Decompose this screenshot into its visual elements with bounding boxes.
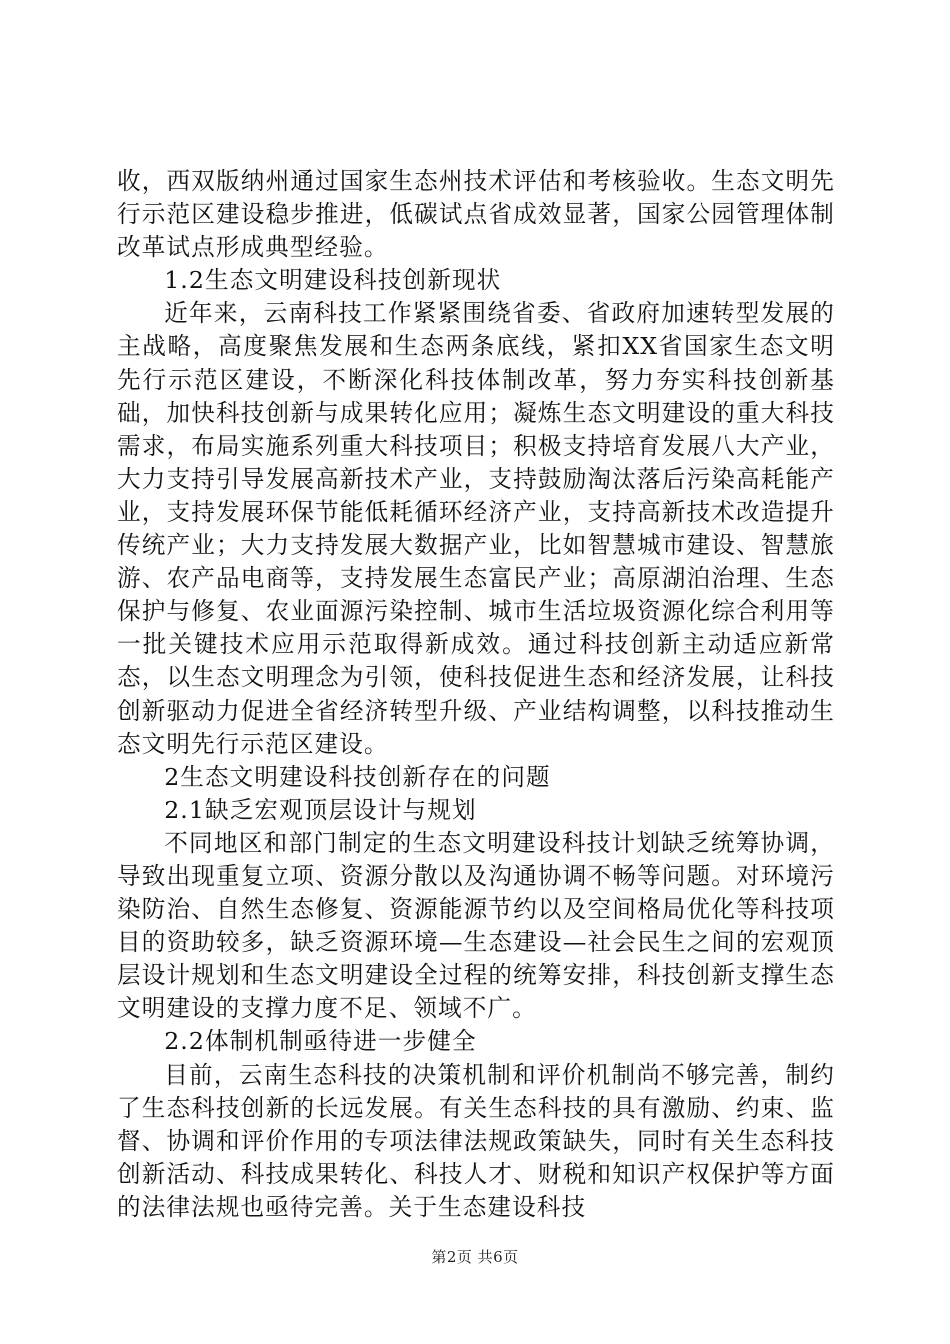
section-heading-2: 2生态文明建设科技创新存在的问题 (164, 762, 551, 791)
section-heading-2-2: 2.2体制机制亟待进一步健全 (164, 1027, 477, 1056)
section-heading-2-1: 2.1缺乏宏观顶层设计与规划 (164, 795, 477, 824)
paragraph-continuation: 收，西双版纳州通过国家生态州技术评估和考核验收。生态文明先行示范区建设稳步推进，低碳试点省成效显著，国家公园管理体制改革试点形成典型经验。 (117, 167, 835, 262)
paragraph-status: 近年来，云南科技工作紧紧围绕省委、省政府加速转型发展的主战略，高度聚焦发展和生态两条底线，紧扣XX省国家生态文明先行示范区建设，不断深化科技体制改革，努力夯实科技创新基础，加快科技创新与成果转化应用；凝炼生态文明建设的重大科技需求，布局实施系列重大科技项目；积极支持培育发展八大产业，大力支持引导发展高新技术产业，支持鼓励淘汰落后污染高耗能产业，支持发展环保节能低耗循环经济产业，支持高新技术改造提升传统产业；大力支持发展大数据产业，比如智慧城市建设、智慧旅游、农产品电商等，支持发展生态富民产业；高原湖泊治理、生态保护与修复、农业面源污染控制、城市生活垃圾资源化综合利用等一批关键技术应用示范取得新成效。通过科技创新主动适应新常态，以生态文明理念为引领，使科技促进生态和经济发展，让科技创新驱动力促进全省经济转型升级、产业结构调整，以科技推动生态文明先行示范区建设。 (117, 299, 835, 758)
paragraph-mechanism: 目前，云南生态科技的决策机制和评价机制尚不够完善，制约了生态科技创新的长远发展。有关生态科技的具有激励、约束、监督、协调和评价作用的专项法律法规政策缺失，同时有关生态科技创新活动、科技成果转化、科技人才、财税和知识产权保护等方面的法律法规也亟待完善。关于生态建设科技 (117, 1060, 835, 1221)
paragraph-planning: 不同地区和部门制定的生态文明建设科技计划缺乏统筹协调，导致出现重复立项、资源分散以及沟通协调不畅等问题。对环境污染防治、自然生态修复、资源能源节约以及空间格局优化等科技项目的资助较多，缺乏资源环境—生态建设—社会民生之间的宏观顶层设计规划和生态文明建设全过程的统筹安排，科技创新支撑生态文明建设的支撑力度不足、领域不广。 (117, 828, 835, 1023)
page-footer: 第2页 共6页 (431, 1248, 519, 1266)
section-heading-1-2: 1.2生态文明建设科技创新现状 (164, 266, 502, 295)
document-body (117, 165, 835, 1224)
